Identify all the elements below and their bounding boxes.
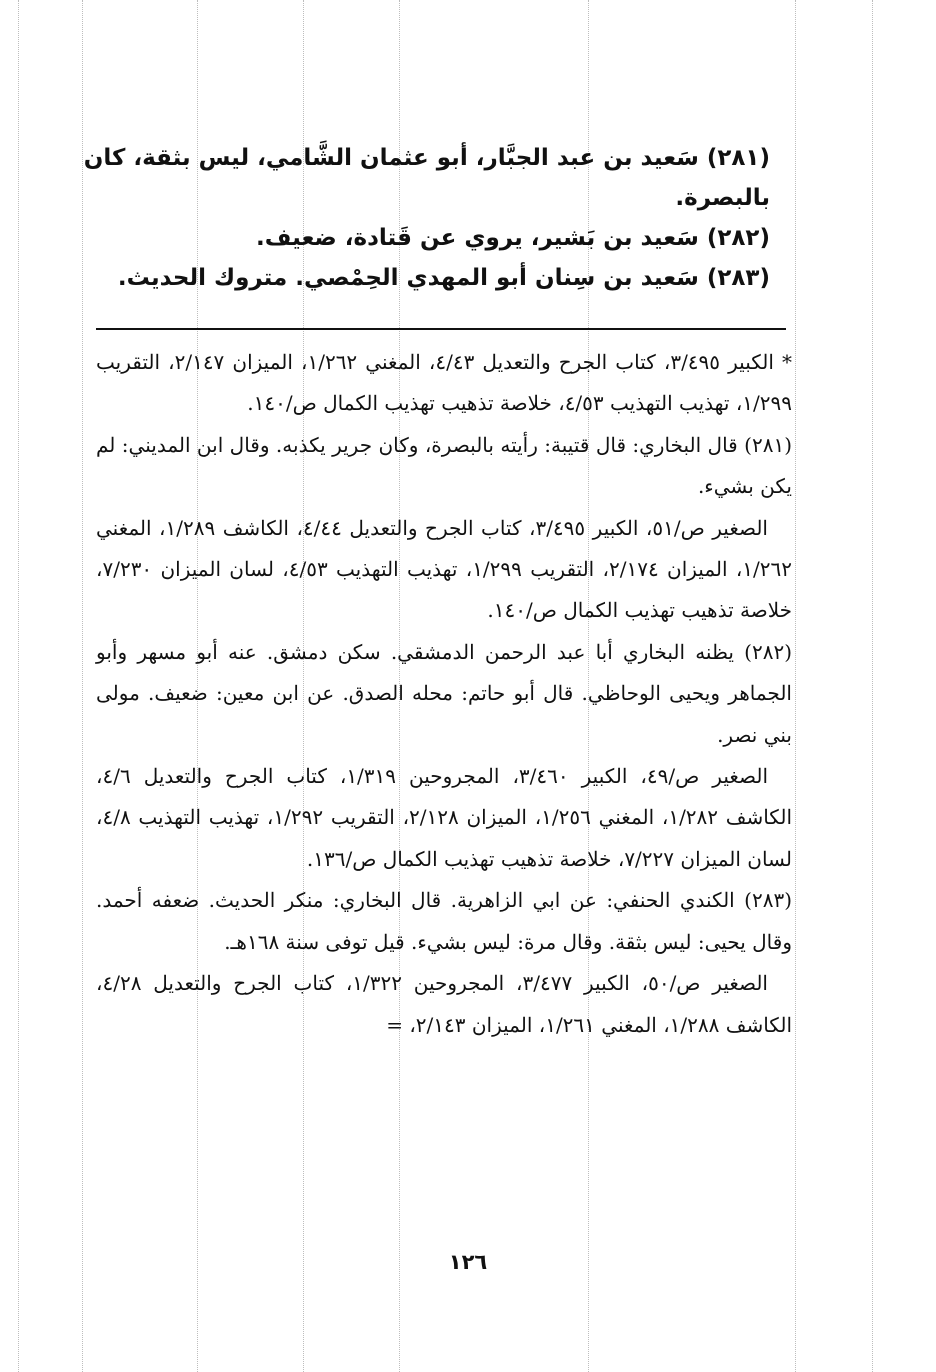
entry-282: (٢٨٢) سَعيد بن بَشير، يروي عن قَتادة، ضعيف. [256, 225, 770, 251]
footnote-separator [96, 328, 786, 330]
footnote-star: * الكبير ٣/٤٩٥، كتاب الجرح والتعديل ٤/٤٣، المغني ١/٢٦٢، الميزان ٢/١٤٧، التقريب ١/٢٩٩، تهذيب التهذيب ٤/٥٣، خلاصة تذهيب تهذيب الكمال ص/١٤٠. [96, 350, 793, 416]
entry-283: (٢٨٣) سَعيد بن سِنان أبو المهدي الحِمْصي. متروك الحديث. [117, 265, 770, 291]
footnote-281-sources: الصغير ص/٥١، الكبير ٣/٤٩٥، كتاب الجرح والتعديل ٤/٤٤، الكاشف ١/٢٨٩، المغني ١/٢٦٢، الميزان ٢/١٧٤، التقريب ١/٢٩٩، تهذيب التهذيب ٤/٥٣، لسان الميزان ٧/٢٣٠، خلاصة تذهيب تهذيب الكمال ص/١٤٠. [96, 515, 793, 623]
entry-281-continuation: بالبصرة. [675, 185, 770, 211]
footnote-283-sources: الصغير ص/٥٠، الكبير ٣/٤٧٧، المجروحين ١/٣٢٢، كتاب الجرح والتعديل ٤/٢٨، الكاشف ١/٢٨٨، المغني ١/٢٦١، الميزان ٢/١٤٣، = [96, 971, 792, 1037]
dotted-guide [872, 0, 873, 1372]
page-number: ١٢٦ [448, 1250, 488, 1274]
dotted-guide [18, 0, 19, 1372]
footnote-282: (٢٨٢) يظنه البخاري أبا عبد الرحمن الدمشقي. سكن دمشق. عنه أبو مسهر وأبو الجماهر ويحيى الوحاظي. قال أبو حاتم: محله الصدق. عن ابن معين: ضعيف. مولى بني نصر. [96, 639, 792, 747]
footnote-283: (٢٨٣) الكندي الحنفي: عن ابي الزاهرية. قال البخاري: منكر الحديث. ضعفه أحمد. وقال يحيى: ليس بثقة. وقال مرة: ليس بشيء. قيل توفى سنة ١٦٨هـ. [96, 888, 793, 954]
entry-281: (٢٨١) سَعيد بن عبد الجبَّار، أبو عثمان الشَّامي، ليس بثقة، كان [83, 145, 770, 171]
dotted-guide [795, 0, 796, 1372]
footnotes [96, 342, 792, 1046]
main-text [80, 138, 770, 298]
footnote-282-sources: الصغير ص/٤٩، الكبير ٣/٤٦٠، المجروحين ١/٣١٩، كتاب الجرح والتعديل ٤/٦، الكاشف ١/٢٨٢، المغني ١/٢٥٦، الميزان ٢/١٢٨، التقريب ١/٢٩٢، تهذيب التهذيب ٤/٨، لسان الميزان ٧/٢٢٧، خلاصة تذهيب تهذيب الكمال ص/١٣٦. [96, 764, 793, 871]
footnote-281: (٢٨١) قال البخاري: قال قتيبة: رأيته بالبصرة، وكان جرير يكذبه. وقال ابن المديني: لم يكن بشيء. [96, 432, 792, 499]
